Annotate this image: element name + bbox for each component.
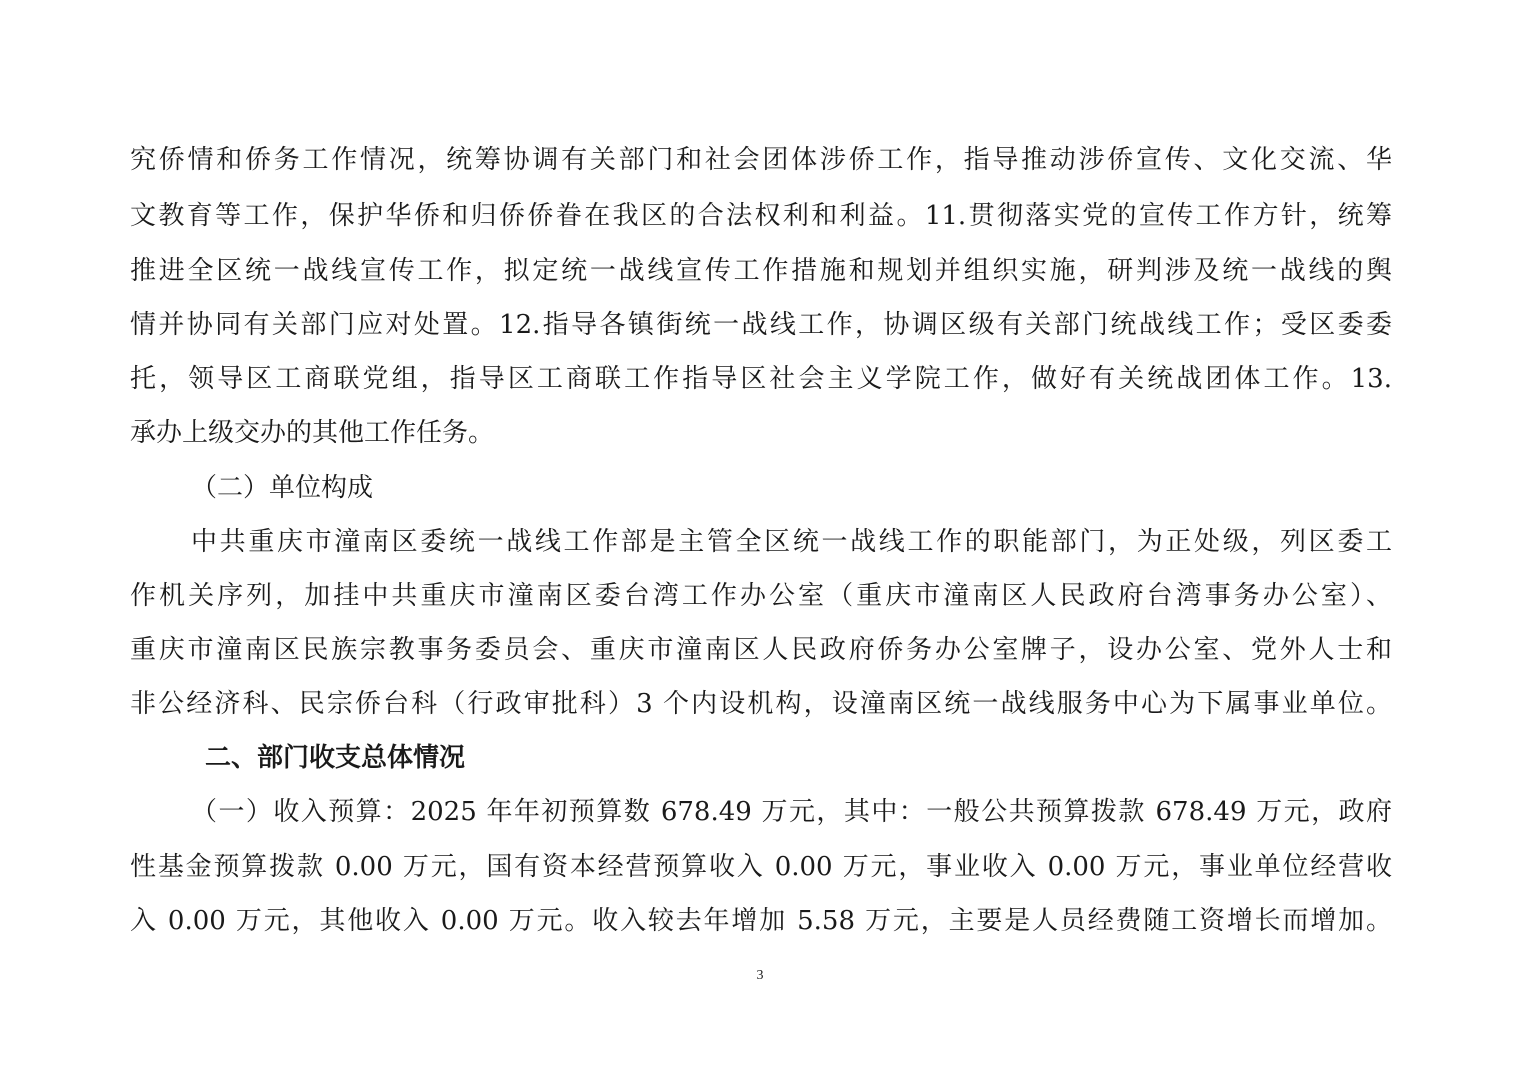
paragraph-line: 作机关序列，加挂中共重庆市潼南区委台湾工作办公室（重庆市潼南区人民政府台湾事务办公室）、 (130, 581, 1392, 611)
paragraph-line: 推进全区统一战线宣传工作，拟定统一战线宣传工作措施和规划并组织实施，研判涉及统一战线的舆 (130, 256, 1392, 286)
paragraph-line: 文教育等工作，保护华侨和归侨侨眷在我区的合法权利和利益。11.贯彻落实党的宣传工作方针，统筹 (130, 201, 1392, 231)
paragraph-line: 究侨情和侨务工作情况，统筹协调有关部门和社会团体涉侨工作，指导推动涉侨宣传、文化交流、华 (130, 145, 1392, 175)
page-number: 3 (756, 968, 764, 983)
paragraph-line: 重庆市潼南区民族宗教事务委员会、重庆市潼南区人民政府侨务办公室牌子，设办公室、党外人士和 (130, 635, 1392, 665)
paragraph-line: 非公经济科、民宗侨台科（行政审批科）3 个内设机构，设潼南区统一战线服务中心为下属事业单位。 (130, 689, 1392, 719)
paragraph-line: （一）收入预算：2025 年年初预算数 678.49 万元，其中：一般公共预算拨款 678.49 万元，政府 (191, 797, 1392, 827)
paragraph-line: 托，领导区工商联党组，指导区工商联工作指导区社会主义学院工作，做好有关统战团体工作。13. (130, 364, 1392, 394)
paragraph-line: 情并协同有关部门应对处置。12.指导各镇街统一战线工作，协调区级有关部门统战线工作；受区委委 (130, 310, 1392, 340)
paragraph-line: 性基金预算拨款 0.00 万元，国有资本经营预算收入 0.00 万元，事业收入 0.00 万元，事业单位经营收 (130, 852, 1392, 882)
section-heading: 二、部门收支总体情况 (205, 743, 466, 773)
subheading-unit-composition: （二）单位构成 (191, 473, 374, 503)
paragraph-line: 入 0.00 万元，其他收入 0.00 万元。收入较去年增加 5.58 万元，主要是人员经费随工资增长而增加。 (130, 906, 1392, 936)
paragraph-line: 承办上级交办的其他工作任务。 (130, 418, 495, 448)
paragraph-line: 中共重庆市潼南区委统一战线工作部是主管全区统一战线工作的职能部门，为正处级，列区委工 (191, 527, 1392, 557)
